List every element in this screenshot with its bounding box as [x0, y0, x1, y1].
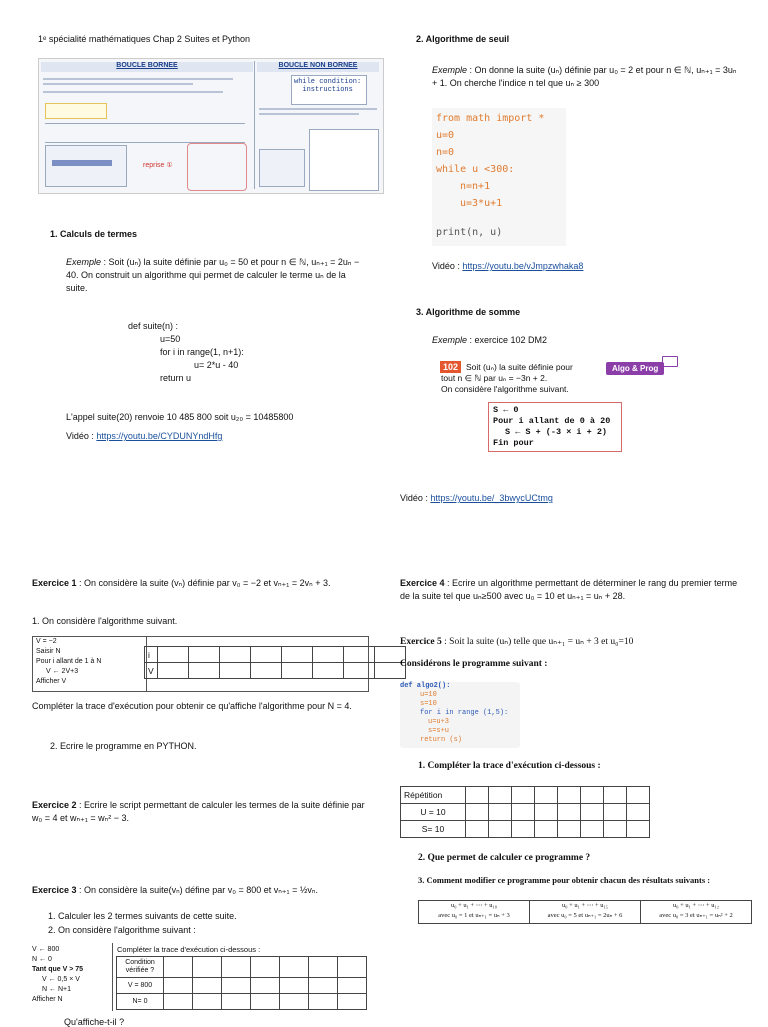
algo-line: V = −2	[36, 638, 57, 645]
trace-cell[interactable]	[338, 994, 367, 1010]
algo-line: V ← 2V+3	[46, 668, 79, 675]
exercise-1-trace-table	[144, 646, 406, 679]
result-def: avec u₀ = 5 et uₙ₊₁ = 2uₙ + 6	[547, 912, 623, 919]
row-header: U = 10	[401, 804, 466, 821]
trace-cell[interactable]	[558, 787, 581, 804]
table-row	[401, 821, 650, 838]
code-line: for i in range (1,5):	[420, 709, 509, 717]
exercise-1-trace-question: Compléter la trace d'exécution pour obtenir ce qu'affiche l'algorithme pour N = 4.	[32, 701, 352, 711]
exercise-1-text: : On considère la suite (vₙ) définie par v₀ = −2 et vₙ₊₁ = 2vₙ + 3.	[76, 578, 331, 588]
code-line: u= 2*u - 40	[194, 360, 239, 370]
code-line: return (s)	[420, 736, 463, 744]
exercise-5-title: Exercice 5	[400, 637, 442, 647]
figure-while-code: while condition: instructions	[291, 75, 367, 105]
code-line: u=u+3	[428, 718, 450, 726]
section-1-call: L'appel suite(20) renvoie 10 485 800 soit u₂₀ = 10485800	[66, 412, 294, 422]
code-line	[432, 110, 566, 127]
exercise-1-algo-box	[32, 636, 147, 692]
exercise-5-results	[418, 900, 752, 924]
trace-cell[interactable]	[535, 787, 558, 804]
row-header: N= 0	[117, 994, 164, 1010]
trace-cell[interactable]	[158, 663, 189, 679]
exercise-2-title: Exercice 2	[32, 800, 77, 810]
trace-cell[interactable]	[604, 787, 627, 804]
trace-cell[interactable]	[581, 787, 604, 804]
trace-cell[interactable]	[282, 663, 313, 679]
trace-cell[interactable]	[344, 647, 375, 663]
exercise-4-title: Exercice 4	[400, 578, 445, 588]
table-row	[401, 787, 650, 804]
trace-cell[interactable]	[466, 804, 489, 821]
exercise-5-text: : Soit la suite (uₙ) telle que uₙ₊₁ = uₙ + 3 et u₀=10	[441, 637, 634, 647]
algo-line: Afficher N	[32, 996, 63, 1003]
trace-cell[interactable]	[466, 821, 489, 838]
trace-cell[interactable]	[222, 978, 251, 994]
trace-cell[interactable]	[489, 787, 512, 804]
figure-output-box	[187, 143, 247, 191]
trace-cell[interactable]	[193, 957, 222, 978]
section-3-heading: 3. Algorithme de somme	[416, 307, 521, 317]
trace-cell[interactable]	[164, 957, 193, 978]
page-title: 1ᵉ spécialité mathématiques Chap 2 Suites et Python	[38, 34, 250, 44]
figure-divider	[254, 61, 255, 189]
figure-right-lines	[259, 105, 377, 118]
figure-while-example	[259, 149, 305, 187]
trace-cell[interactable]	[251, 994, 280, 1010]
trace-cell[interactable]	[222, 957, 251, 978]
section-3-video	[400, 493, 553, 503]
trace-cell[interactable]	[627, 804, 650, 821]
section-2-example-label: Exemple	[432, 65, 468, 75]
algo-line: V ← 800	[32, 946, 60, 953]
trace-cell[interactable]	[164, 994, 193, 1010]
row-header: i	[145, 647, 158, 663]
section-2-video	[432, 261, 583, 271]
section-3-example-label: Exemple	[432, 335, 468, 345]
trace-cell[interactable]	[220, 647, 251, 663]
figure-right-box	[309, 129, 379, 191]
trace-cell[interactable]	[280, 994, 309, 1010]
trace-cell[interactable]	[189, 663, 220, 679]
section-2-heading: 2. Algorithme de seuil	[416, 34, 510, 44]
trace-cell[interactable]	[512, 787, 535, 804]
table-row	[117, 957, 367, 978]
exercise-3-title: Exercice 3	[32, 885, 77, 895]
trace-cell[interactable]	[280, 957, 309, 978]
figure-reprise: reprise ①	[143, 162, 173, 169]
trace-cell[interactable]	[558, 821, 581, 838]
table-row	[145, 647, 406, 663]
trace-cell[interactable]	[251, 647, 282, 663]
trace-cell[interactable]	[489, 804, 512, 821]
exercise-1-intro	[32, 577, 368, 590]
algo-line: Pour i allant de 1 à N	[36, 658, 102, 665]
algo-line: V ← 0,5 × V	[42, 976, 80, 983]
exercise-3-trace-table	[116, 956, 367, 1010]
result-cell	[641, 901, 751, 923]
algo-line: Fin pour	[493, 438, 534, 448]
code-line: u=10	[420, 691, 437, 699]
trace-cell[interactable]	[158, 647, 189, 663]
section-1-video	[66, 431, 222, 441]
result-cell	[419, 901, 530, 923]
algo-prog-badge: Algo & Prog	[606, 362, 664, 375]
trace-cell[interactable]	[344, 663, 375, 679]
row-header: Répétition	[401, 787, 466, 804]
code-line: u=50	[160, 334, 181, 344]
trace-cell[interactable]	[558, 804, 581, 821]
result-def: avec u₀ = 3 et uₙ₊₁ = uₙ² + 2	[659, 912, 733, 919]
exercise-3-intro	[32, 885, 368, 896]
algo-line: Saisir N	[36, 648, 61, 655]
trace-cell[interactable]	[309, 978, 338, 994]
figure-left-title: BOUCLE BORNEE	[41, 62, 253, 72]
exercise-3-algo	[32, 945, 112, 1005]
code-line: def algo2():	[400, 682, 451, 690]
exercise-1-title: Exercice 1	[32, 578, 77, 588]
section-2-code	[432, 108, 566, 246]
trace-cell[interactable]	[627, 821, 650, 838]
trace-cell[interactable]	[164, 978, 193, 994]
trace-cell[interactable]	[282, 647, 313, 663]
video-link[interactable]: https://youtu.be/CYDUNYndHfg	[96, 431, 223, 441]
trace-cell[interactable]	[313, 647, 344, 663]
section-2-example-text: : On donne la suite (uₙ) définie par u₀ = 2 et pour n ∈ ℕ, uₙ₊₁ = 3uₙ + 1. On cherche l'indice n tel que uₙ ≥ 300	[432, 65, 737, 88]
section-1-example-text: : Soit (uₙ) la suite définie par u₀ = 50 et pour n ∈ ℕ, uₙ₊₁ = 2uₙ − 40. On construit un algorithme qui permet de calculer le terme uₙ de la suite.	[66, 257, 360, 293]
trace-cell[interactable]	[313, 663, 344, 679]
exercise-5-trace-table	[400, 786, 650, 838]
exercise-1-q1: 1. On considère l'algorithme suivant.	[32, 616, 178, 626]
trace-cell[interactable]	[251, 978, 280, 994]
section-1-example-label: Exemple	[66, 257, 102, 267]
section-3-example-text: : exercice 102 DM2	[467, 335, 548, 345]
loops-figure	[38, 58, 384, 194]
code-line: u=3*u+1	[460, 198, 503, 209]
section-3-ex-text	[441, 362, 573, 395]
figure-example-box	[45, 145, 127, 187]
trace-cell[interactable]	[338, 957, 367, 978]
code-line: return u	[160, 373, 192, 383]
section-2-example	[432, 64, 744, 90]
section-1-example	[66, 256, 362, 295]
exercise-3-q2: 2. On considère l'algorithme suivant :	[48, 925, 196, 935]
trace-cell[interactable]	[512, 821, 535, 838]
exercise-5-intro	[400, 636, 633, 647]
code-line: for i in range(1, n+1):	[160, 347, 244, 357]
code-line: n=0	[436, 147, 455, 158]
table-row	[117, 978, 367, 994]
trace-cell[interactable]	[309, 994, 338, 1010]
section-3-example	[432, 335, 547, 345]
trace-cell[interactable]	[220, 663, 251, 679]
exercise-2-text: : Ecrire le script permettant de calculer les termes de la suite définie par w₀ = 4 et wₙ₊₁ = wₙ² − 3.	[32, 800, 365, 823]
trace-cell[interactable]	[189, 647, 220, 663]
code-line: n=n+1	[460, 181, 491, 192]
row-header: S= 10	[401, 821, 466, 838]
trace-cell[interactable]	[193, 994, 222, 1010]
result-sum: u₀ + u₁ + ⋯ + u₁₂	[672, 902, 720, 909]
row-header: Condition vérifiée ?	[117, 957, 164, 978]
exercise-3-q1: 1. Calculer les 2 termes suivants de cette suite.	[48, 911, 237, 921]
code-line: s=10	[420, 700, 437, 708]
exercise-1-q2: 2. Ecrire le programme en PYTHON.	[50, 741, 197, 751]
algo-line: S ← 0	[493, 405, 519, 415]
exercise-3-last: Qu'affiche-t-il ?	[64, 1017, 125, 1027]
ex-line: tout n ∈ ℕ par uₙ = −3n + 2.	[441, 373, 548, 383]
figure-table-lines	[45, 123, 245, 143]
trace-cell[interactable]	[581, 804, 604, 821]
result-sum: u₀ + u₁ + ⋯ + u₁₀	[450, 902, 498, 909]
trace-cell[interactable]	[535, 821, 558, 838]
video-label: Vidéo :	[66, 431, 97, 441]
trace-cell[interactable]	[604, 804, 627, 821]
result-cell	[530, 901, 641, 923]
code-line: print(n, u)	[436, 227, 503, 238]
result-def: avec u₀ = 1 et uₙ₊₁ = uₙ + 3	[438, 912, 510, 919]
table-row	[401, 804, 650, 821]
trace-cell[interactable]	[604, 821, 627, 838]
ex-line: Soit (uₙ) la suite définie pour	[466, 362, 573, 372]
exercise-5-q1: 1. Compléter la trace d'exécution ci-dessous :	[418, 761, 601, 771]
code-line: while u <300:	[436, 164, 515, 175]
figure-right-title: BOUCLE NON BORNEE	[257, 62, 379, 72]
row-header: V = 800	[117, 978, 164, 994]
exercise-2	[32, 799, 368, 825]
code-line: s=s+u	[428, 727, 450, 735]
exercise-3-separator	[112, 943, 113, 1011]
exercise-5-code	[400, 682, 520, 748]
table-row	[117, 994, 367, 1010]
algo-line: Afficher V	[36, 678, 67, 685]
code-line: def suite(n) :	[128, 321, 179, 331]
trace-cell[interactable]	[193, 978, 222, 994]
algo-line: N ← 0	[32, 956, 52, 963]
row-header: V	[145, 663, 158, 679]
trace-cell[interactable]	[581, 821, 604, 838]
trace-cell[interactable]	[251, 957, 280, 978]
ex-line: On considère l'algorithme suivant.	[441, 384, 569, 394]
code-line: u=0	[436, 130, 455, 141]
video-label: Vidéo :	[400, 493, 431, 503]
exercise-number-badge: 102	[440, 361, 461, 373]
trace-cell[interactable]	[466, 787, 489, 804]
exercise-3-trace-title: Compléter la trace d'exécution ci-dessous :	[117, 945, 261, 954]
section-1-code	[128, 320, 244, 385]
trace-cell[interactable]	[309, 957, 338, 978]
exercise-3-text: : On considère la suite(vₙ) défine par v₀ = 800 et vₙ₊₁ = ½vₙ.	[76, 885, 318, 895]
result-sum: u₀ + u₁ + ⋯ + u₁₅	[561, 902, 609, 909]
trace-cell[interactable]	[251, 663, 282, 679]
section-3-algo	[488, 402, 622, 452]
table-row	[145, 663, 406, 679]
algo-line: N ← N+1	[42, 986, 71, 993]
trace-cell[interactable]	[280, 978, 309, 994]
exercise-4	[400, 577, 744, 603]
code-line-text: from math import *	[436, 113, 545, 124]
algo-line: S ← S + (-3 × i + 2)	[505, 427, 608, 437]
trace-cell[interactable]	[627, 787, 650, 804]
section-1-heading: 1. Calculs de termes	[50, 229, 138, 239]
exercise-4-text: : Ecrire un algorithme permettant de déterminer le rang du premier terme de la suite tel que uₙ≥500 avec u₀ = 10 et uₙ₊₁ = uₙ + 28.	[400, 578, 738, 601]
algo-line: Pour i allant de 0 à 20	[493, 416, 611, 426]
trace-cell[interactable]	[489, 821, 512, 838]
video-link[interactable]: https://youtu.be/vJmpzwhaka8	[462, 261, 584, 271]
video-label: Vidéo :	[432, 261, 463, 271]
exercise-5-consider: Considérons le programme suivant :	[400, 659, 548, 669]
trace-cell[interactable]	[338, 978, 367, 994]
exercise-5-q2: 2. Que permet de calculer ce programme ?	[418, 853, 591, 863]
trace-cell[interactable]	[512, 804, 535, 821]
exercise-5-q3: 3. Comment modifier ce programme pour obtenir chacun des résultats suivants :	[418, 875, 711, 885]
trace-cell[interactable]	[222, 994, 251, 1010]
algo-line: Tant que V > 75	[32, 966, 84, 973]
trace-cell[interactable]	[535, 804, 558, 821]
laptop-icon	[662, 356, 678, 367]
video-link[interactable]: https://youtu.be/_3bwycUCtmg	[430, 493, 553, 503]
figure-for-box	[45, 103, 107, 119]
